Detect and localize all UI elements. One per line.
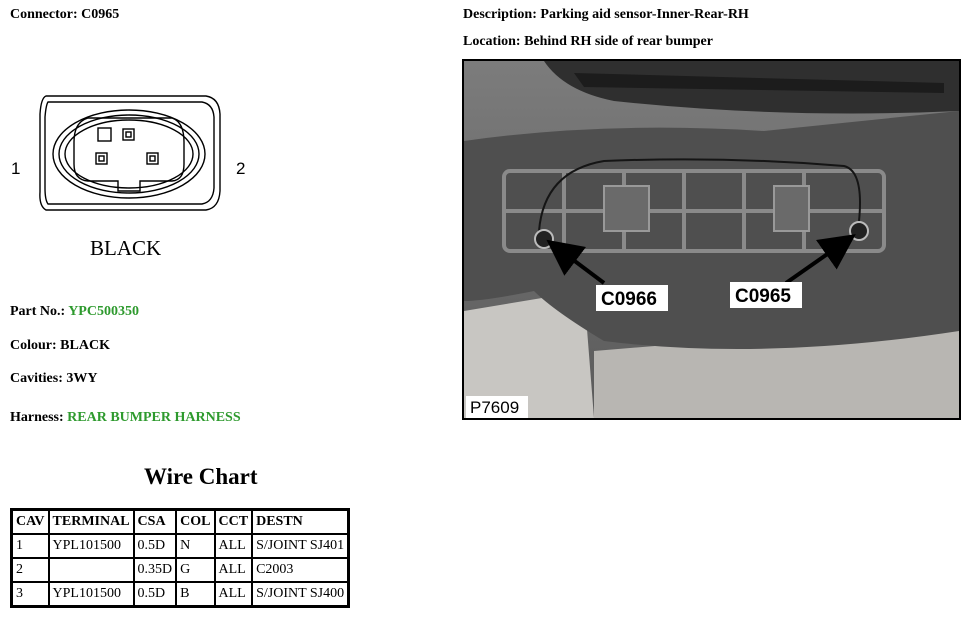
harness-value: REAR BUMPER HARNESS <box>67 410 241 425</box>
diagram-colour-label: BLACK <box>90 236 162 260</box>
cell-csa: 0.5D <box>134 534 177 558</box>
cell-col: N <box>176 534 214 558</box>
description-value: Parking aid sensor-Inner-Rear-RH <box>540 7 749 22</box>
harness-label: Harness: <box>10 410 64 425</box>
photo-ref-label: P7609 <box>470 398 520 417</box>
cell-col: B <box>176 582 214 607</box>
location-value: Behind RH side of rear bumper <box>524 34 713 49</box>
cell-cct: ALL <box>215 558 253 582</box>
cell-cav: 1 <box>12 534 49 558</box>
part-number-value: YPC500350 <box>68 304 139 319</box>
harness-line <box>10 410 241 426</box>
cell-destn: S/JOINT SJ401 <box>252 534 349 558</box>
cell-csa: 0.35D <box>134 558 177 582</box>
cell-cav: 3 <box>12 582 49 607</box>
header-cav: CAV <box>12 510 49 535</box>
key-slot-square <box>98 128 111 141</box>
location-photo <box>462 59 961 420</box>
callout-c0966: C0966 <box>601 289 657 310</box>
description-label: Description: <box>463 7 537 22</box>
wire-chart-header-row <box>12 510 349 535</box>
connector-label: Connector: <box>10 7 78 22</box>
header-destn: DESTN <box>252 510 349 535</box>
connector-value: C0965 <box>81 7 120 22</box>
location-label: Location: <box>463 34 521 49</box>
cell-csa: 0.5D <box>134 582 177 607</box>
wire-chart-table <box>10 508 350 608</box>
location-line <box>463 34 713 50</box>
description-line <box>463 7 749 23</box>
cavity-2-outer <box>147 153 158 164</box>
callout-c0965: C0965 <box>735 286 791 307</box>
cell-destn: C2003 <box>252 558 349 582</box>
sensor-c0965 <box>850 222 868 240</box>
header-csa: CSA <box>134 510 177 535</box>
cavities-label: Cavities: <box>10 371 63 386</box>
cell-terminal <box>49 558 134 582</box>
colour-line <box>10 338 110 354</box>
table-row <box>12 534 349 558</box>
part-number-line <box>10 304 139 320</box>
cell-terminal: YPL101500 <box>49 534 134 558</box>
cell-cav: 2 <box>12 558 49 582</box>
cavities-line <box>10 371 98 387</box>
part-number-label: Part No.: <box>10 304 66 319</box>
connector-heading <box>10 7 119 23</box>
wire-chart-title: Wire Chart <box>144 464 258 489</box>
cavity-1-inner <box>99 156 104 161</box>
cavity-3-outer <box>123 129 134 140</box>
pin-1-label: 1 <box>11 159 21 178</box>
cell-col: G <box>176 558 214 582</box>
cell-cct: ALL <box>215 582 253 607</box>
pin-2-label: 2 <box>236 159 246 178</box>
cell-terminal: YPL101500 <box>49 582 134 607</box>
table-row <box>12 558 349 582</box>
colour-label: Colour: <box>10 338 57 353</box>
cavity-1-outer <box>96 153 107 164</box>
sensor-c0966 <box>535 230 553 248</box>
cell-destn: S/JOINT SJ400 <box>252 582 349 607</box>
header-cct: CCT <box>215 510 253 535</box>
cavity-3-inner <box>126 132 131 137</box>
colour-value: BLACK <box>60 338 110 353</box>
header-terminal: TERMINAL <box>49 510 134 535</box>
bumper-photo-illustration <box>464 61 959 418</box>
header-col: COL <box>176 510 214 535</box>
connector-ring-mid <box>59 115 199 193</box>
connector-ring-outer <box>53 110 205 198</box>
cavities-value: 3WY <box>66 371 98 386</box>
connector-ring-inner <box>65 120 193 188</box>
cavity-2-inner <box>150 156 155 161</box>
cell-cct: ALL <box>215 534 253 558</box>
table-row <box>12 582 349 607</box>
connector-face-diagram <box>8 88 258 260</box>
